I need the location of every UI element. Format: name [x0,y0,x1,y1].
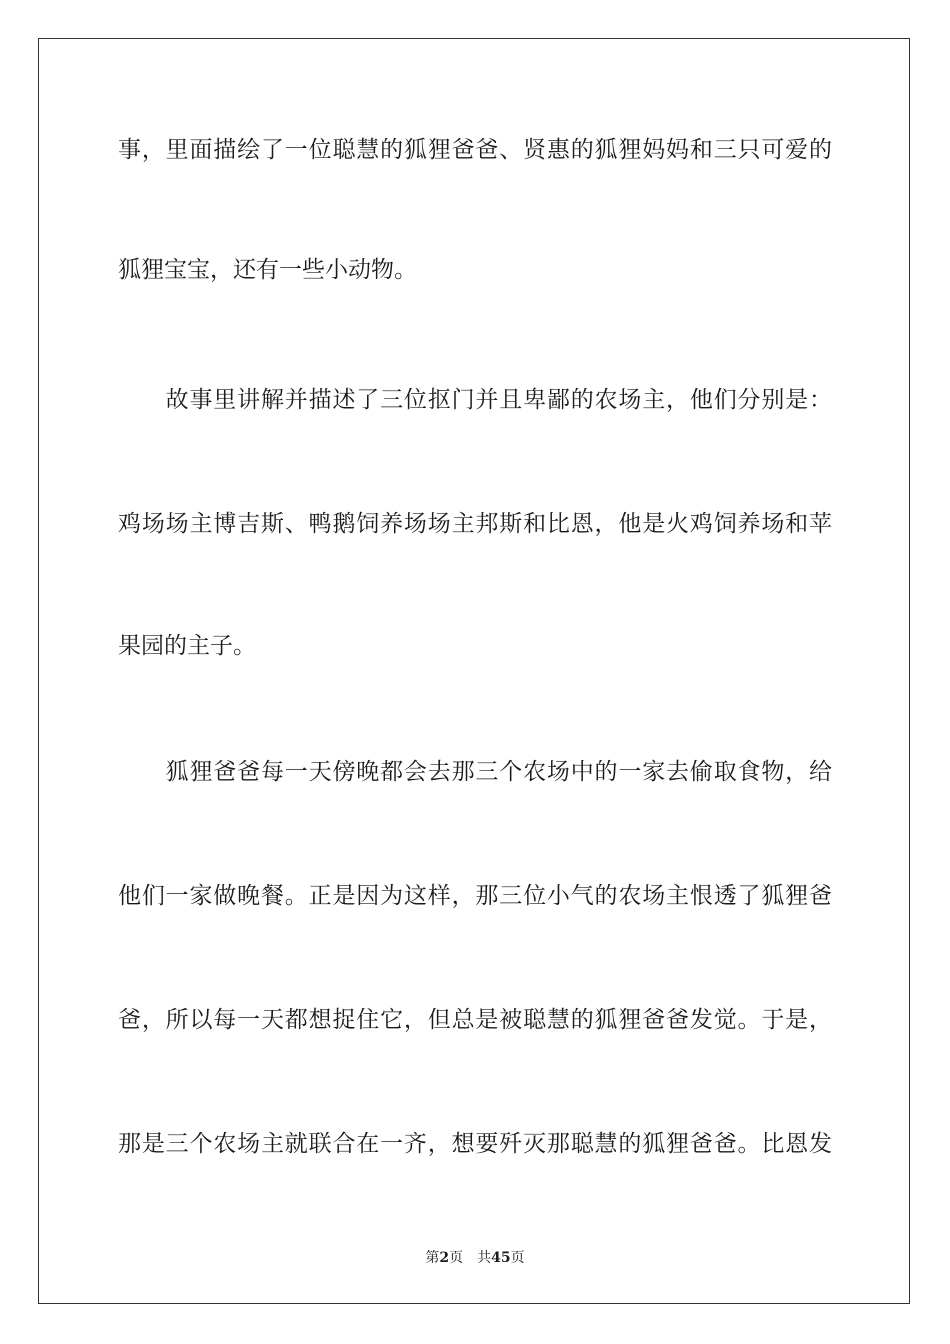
text-line-9: 那是三个农场主就联合在一齐，想要歼灭那聪慧的狐狸爸爸。比恩发 [118,1131,832,1157]
text-line-1: 事，里面描绘了一位聪慧的狐狸爸爸、贤惠的狐狸妈妈和三只可爱的 [118,137,832,163]
text-line-8: 爸，所以每一天都想捉住它，但总是被聪慧的狐狸爸爸发觉。于是， [118,1007,832,1033]
page-border [38,38,910,1304]
text-line-3: 故事里讲解并描述了三位抠门并且卑鄙的农场主，他们分别是： [118,387,832,413]
text-line-2: 狐狸宝宝，还有一些小动物。 [118,257,417,283]
page-number: 2 [439,1250,450,1266]
page-footer [0,1248,950,1268]
total-pages: 45 [491,1250,511,1266]
total-suffix: 页 [510,1250,525,1266]
total-prefix: 共 [477,1250,492,1266]
text-line-4: 鸡场场主博吉斯、鸭鹅饲养场场主邦斯和比恩，他是火鸡饲养场和苹 [118,511,832,537]
text-line-6: 狐狸爸爸每一天傍晚都会去那三个农场中的一家去偷取食物，给 [118,759,832,785]
page-suffix: 页 [449,1250,464,1266]
page-prefix: 第 [425,1250,440,1266]
text-line-7: 他们一家做晚餐。正是因为这样，那三位小气的农场主恨透了狐狸爸 [118,883,832,909]
text-line-5: 果园的主子。 [118,633,256,659]
